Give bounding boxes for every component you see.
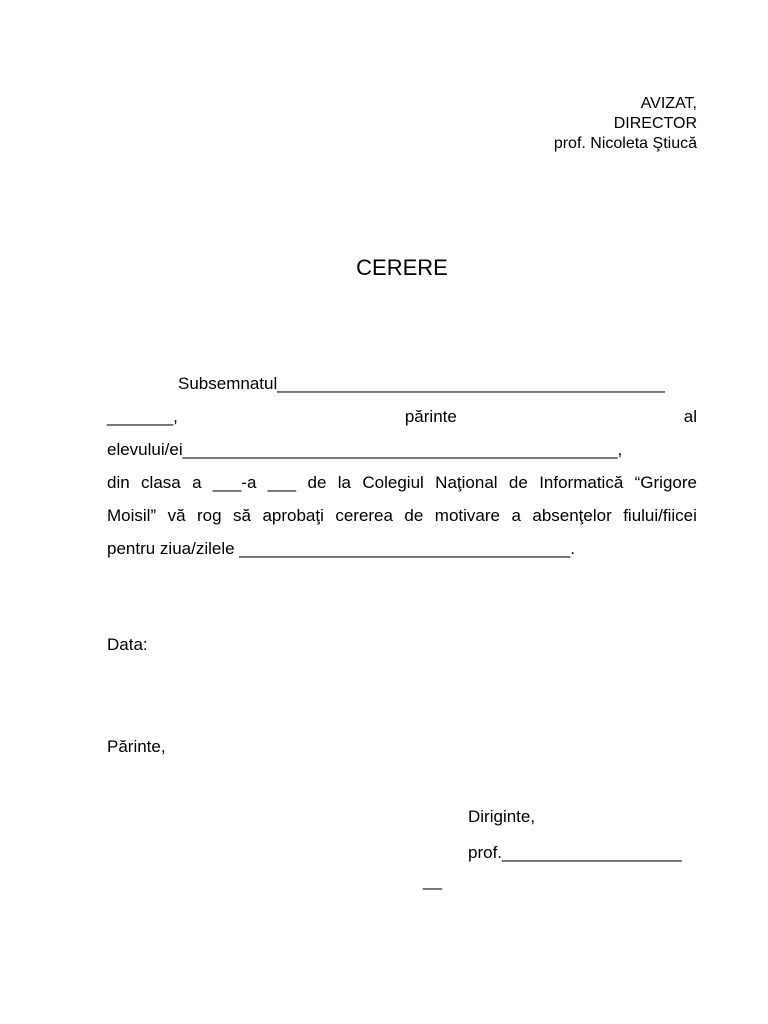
- body-word: din: [107, 473, 130, 492]
- teacher-name-line: prof.___________________: [468, 843, 682, 862]
- approval-label: AVIZAT,: [640, 95, 697, 112]
- body-word: a: [192, 473, 202, 492]
- body-word: Colegiul: [362, 473, 424, 492]
- body-word: al: [683, 407, 697, 426]
- body-word: a: [511, 506, 521, 525]
- document-title: CERERE: [356, 255, 448, 280]
- body-word: motivare: [434, 506, 500, 525]
- parent-signature-label: Părinte,: [107, 737, 166, 756]
- approval-name: prof. Nicoleta Ştiucă: [553, 135, 697, 152]
- body-word: Informatică: [539, 473, 624, 492]
- body-word: clasa: [141, 473, 181, 492]
- body-word: rog: [196, 506, 222, 525]
- body-word: de: [307, 473, 327, 492]
- teacher-signature-block: [468, 799, 682, 871]
- body-word: cererea: [335, 506, 393, 525]
- body-line-4: [107, 466, 697, 499]
- date-label: Data:: [107, 635, 148, 654]
- body-word: “Grigore: [634, 473, 697, 492]
- body-line-3: elevului/ei______________________________________________,: [107, 440, 623, 459]
- overflow-blank-line: __: [423, 871, 442, 890]
- body-word: vă: [167, 506, 186, 525]
- body-word: de: [508, 473, 528, 492]
- body-word: aprobaţi: [262, 506, 324, 525]
- body-line-1: Subsemnatul_________________________________________: [178, 374, 665, 393]
- body-word: părinte: [404, 407, 457, 426]
- approval-block: [554, 94, 697, 154]
- body-word: _______,: [107, 407, 178, 426]
- body-word: absenţelor: [532, 506, 612, 525]
- body-word: de: [404, 506, 424, 525]
- body-line-6: pentru ziua/zilele ___________________________________.: [107, 539, 575, 558]
- body-word: ___: [267, 473, 297, 492]
- body-word: la: [337, 473, 352, 492]
- body-word: ___-a: [212, 473, 257, 492]
- body-line-2: [107, 400, 697, 433]
- body-line-5: [107, 499, 697, 532]
- body-word: fiului/fiicei: [623, 506, 697, 525]
- body-word: Moisil”: [107, 506, 157, 525]
- body-word: să: [233, 506, 251, 525]
- teacher-label: Diriginte,: [468, 807, 536, 826]
- request-body: [107, 367, 697, 565]
- body-word: Naţional: [435, 473, 498, 492]
- approval-role: DIRECTOR: [613, 115, 697, 132]
